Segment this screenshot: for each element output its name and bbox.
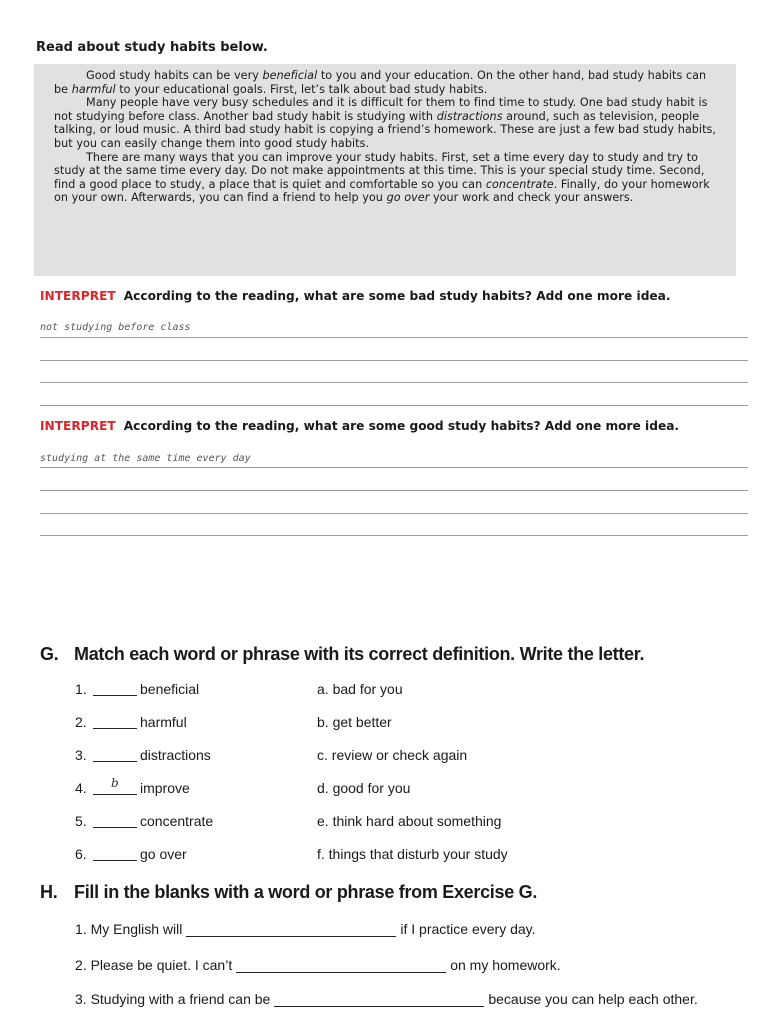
fill-blank[interactable] xyxy=(274,1006,484,1007)
answer-line[interactable] xyxy=(40,467,748,468)
match-blank[interactable] xyxy=(93,728,137,729)
answer-line[interactable] xyxy=(40,337,748,338)
fill-blank[interactable] xyxy=(186,936,396,937)
match-blank[interactable] xyxy=(93,794,137,795)
match-blank[interactable] xyxy=(93,695,137,696)
answer-line[interactable] xyxy=(40,405,748,406)
exercise-g-heading: G. Match each word or phrase with its correct definition. Write the letter. xyxy=(40,644,645,664)
interpret-tag: INTERPRET xyxy=(40,289,116,303)
exercise-h-heading: H. Fill in the blanks with a word or phrase from Exercise G. xyxy=(40,882,538,902)
fill-row: 2. Please be quiet. I can’t on my homework. xyxy=(75,957,561,973)
interpret-answer-2[interactable]: studying at the same time every day xyxy=(40,453,251,464)
match-row: 4. b improve d. good for you xyxy=(75,776,411,796)
interpret-tag: INTERPRET xyxy=(40,419,116,433)
reading-passage xyxy=(34,64,736,276)
answer-line[interactable] xyxy=(40,382,748,383)
fill-row: 1. My English will if I practice every day. xyxy=(75,921,536,937)
answer-line[interactable] xyxy=(40,490,748,491)
answer-line[interactable] xyxy=(40,360,748,361)
match-row: 5. concentrate e. think hard about something xyxy=(75,813,502,829)
handwritten-answer: b xyxy=(111,776,119,790)
match-row: 2. harmful b. get better xyxy=(75,714,392,730)
reading-paragraph-1: Good study habits can be very beneficial to you and your education. On the other hand, bad study habits can be harmful to your educational goals. First, let’s talk about bad study habits. xyxy=(54,69,707,96)
reading-paragraph-2: Many people have very busy schedules and it is difficult for them to find time to study. One bad study habit is not studying before class. Another bad study habit is studying with distractions around, such as television, people talking, or loud music. A third bad study habit is copying a friend’s homework. These are just a few bad study habits, but you can easily change them into good study habits. xyxy=(54,96,716,150)
interpret-answer-1[interactable]: not studying before class xyxy=(40,322,191,333)
reading-paragraph-3: There are many ways that you can improve your study habits. First, set a time every day to study and try to study at the same time every day. Do not make appointments at this time. This is your special study time. Second, find a good place to study, a place that is quiet and comfortable so you can concentrate. Finally, do your homework on your own. Afterwards, you can find a friend to help you go over your work and check your answers. xyxy=(54,150,710,205)
match-row: 1. beneficial a. bad for you xyxy=(75,681,403,697)
reading-heading: Read about study habits below. xyxy=(36,40,268,55)
match-blank[interactable] xyxy=(93,761,137,762)
match-blank[interactable] xyxy=(93,860,137,861)
match-blank[interactable] xyxy=(93,827,137,828)
interpret-question-2: INTERPRET According to the reading, what are some good study habits? Add one more idea. xyxy=(40,419,680,433)
answer-line[interactable] xyxy=(40,535,748,536)
fill-row: 3. Studying with a friend can be because you can help each other. xyxy=(75,991,698,1007)
fill-blank[interactable] xyxy=(236,972,446,973)
match-row: 6. go over f. things that disturb your study xyxy=(75,846,508,862)
answer-line[interactable] xyxy=(40,513,748,514)
match-row: 3. distractions c. review or check again xyxy=(75,747,468,763)
interpret-question-1: INTERPRET According to the reading, what are some bad study habits? Add one more idea. xyxy=(40,289,671,303)
